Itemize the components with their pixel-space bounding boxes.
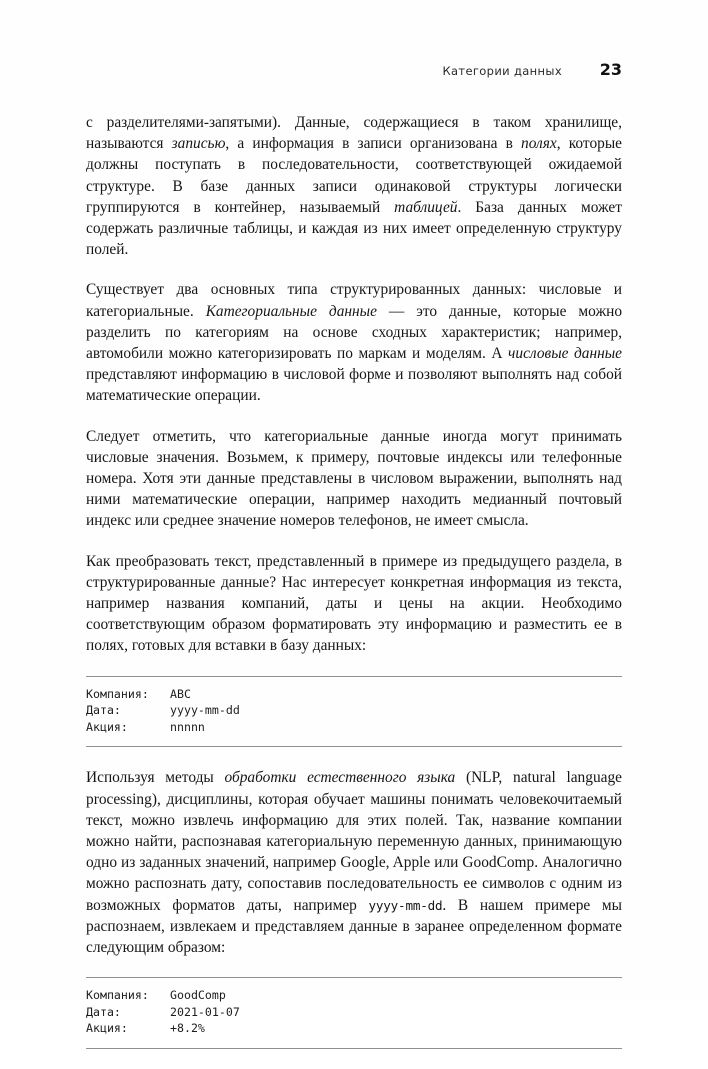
text-run: с разделителями-запятыми). Данные, содержащиеся в таком хранилище, называются [86, 114, 622, 153]
text-run: Используя методы [86, 769, 225, 787]
code-row [86, 719, 622, 736]
text-run: . В нашем примере мы распознаем, извлекаем и представляем данные в заранее определенном формате следующим образом: [86, 896, 622, 957]
emphasis-text: полях [521, 135, 557, 153]
emphasis-text: Категориальные данные [205, 302, 377, 320]
paragraph-2 [86, 279, 622, 406]
emphasis-text: обработки естественного языка [224, 769, 456, 787]
field-label: Дата: [86, 1004, 121, 1019]
field-label: Компания: [86, 686, 149, 701]
chapter-title: Категории данных [442, 64, 562, 78]
page-content [86, 112, 622, 1069]
text-run: . База данных может содержать различные таблицы, и каждая из них имеет определенную структуру полей. [86, 198, 622, 259]
text-run: Существует два основных типа структурированных данных: числовые и категориальные. [86, 281, 622, 320]
field-value: nnnnn [170, 719, 205, 734]
paragraph-3 [86, 426, 622, 532]
field-label: Компания: [86, 988, 149, 1003]
emphasis-text: числовые данные [508, 345, 622, 363]
code-row [86, 686, 622, 703]
inline-code: yyyy-mm-dd [368, 897, 443, 913]
text-run: (NLP, natural language processing), дисциплины, которая обучает машины понимать человекочитаемый текст, можно извлечь информацию для этих полей. Так, название компании можно найти, распознавая категориальную переменную данных, принимающую одно из заданных значений, например Google, Apple или GoodComp. Аналогично можно распознать дату, сопоставив последовательность ее символов с одним из возможных форматов даты, например [86, 769, 623, 914]
paragraph-4 [86, 551, 622, 657]
code-block-template [86, 676, 622, 748]
code-block-example [86, 977, 622, 1049]
text-run: , а информация в записи организована в [225, 135, 522, 153]
code-row [86, 1020, 622, 1037]
code-row [86, 987, 622, 1004]
field-value: 2021-01-07 [170, 1004, 240, 1019]
field-value: +8.2% [170, 1021, 205, 1036]
text-run: представляют информацию в числовой форме и позволяют выполнять над собой математические операции. [86, 366, 622, 405]
field-value: ABC [170, 686, 191, 701]
paragraph-5 [86, 767, 622, 958]
running-head [86, 60, 622, 82]
field-value: GoodComp [170, 988, 226, 1003]
field-label: Акция: [86, 1021, 128, 1036]
code-row [86, 1004, 622, 1021]
text-run: Как преобразовать текст, представленный в примере из предыдущего раздела, в структурированные данные? Нас интересует конкретная информация из текста, например названия компаний, даты и цены на акции. Необходимо соответствующим образом форматировать эту информацию и разместить ее в полях, готовых для вставки в базу данных: [86, 552, 622, 655]
text-run: — это данные, которые можно разделить по категориям на основе сходных характеристик; например, автомобили можно категоризировать по маркам и моделям. А [86, 302, 623, 363]
emphasis-text: записью [171, 135, 226, 153]
emphasis-text: таблицей [394, 198, 458, 216]
code-row [86, 702, 622, 719]
paragraph-1 [86, 112, 622, 260]
page-number: 23 [599, 60, 622, 79]
text-run: Следует отметить, что категориальные данные иногда могут принимать числовые значения. Возьмем, к примеру, почтовые индексы или телефонные номера. Хотя эти данные представлены в числовом выражении, выполнять над ними математические операции, например находить медианный почтовый индекс или среднее значение номеров телефонов, не имеет смысла. [86, 427, 622, 530]
text-run: , которые должны поступать в последовательности, соответствующей ожидаемой структуре. В базе данных записи одинаковой структуры логически группируются в контейнер, называемый [86, 135, 623, 216]
field-label: Акция: [86, 719, 128, 734]
field-label: Дата: [86, 703, 121, 718]
field-value: yyyy-mm-dd [170, 703, 240, 718]
